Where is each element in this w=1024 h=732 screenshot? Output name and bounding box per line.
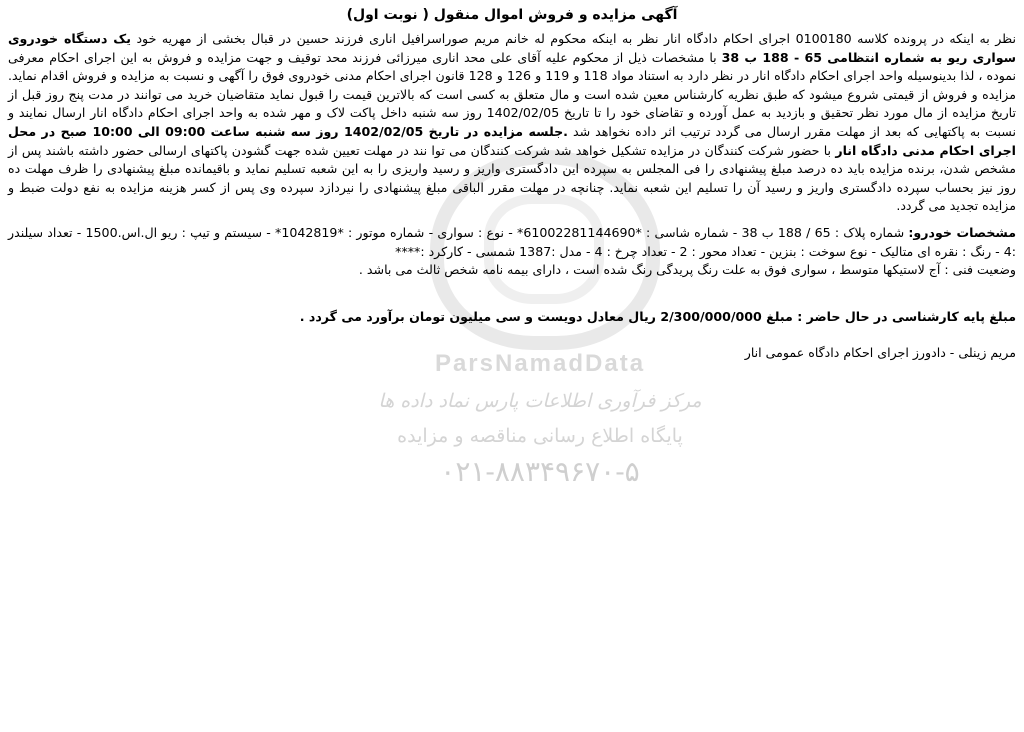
body-part-3: با مشخصات ذیل از محکوم علیه آقای علی محد اناری میرزائی فرزند محد توقیف و جهت مزایده و فروش به این اجرای احکام معرفی نموده ، لذا بدینوسیله واحد اجرای احکام دادگاه انار در نظر دارد به استناد مواد 118 و 119 و 126 و 128 قانون اجرای احکام مدنی خودروی فوق را آگهی و نسبت به مزایده و فروش اقدام نماید. مزایده و فروش از قیمتی شروع میشود که طبق نظریه کارشناس معین شده است و مال متعلق به کسی است که بالاترین قیمت را قبول نماید متقاضیان خرید می توانند در مدت پنج روز قبل از تاریخ مزایده از مال مورد نظر تحقیق و بازدید به عمل آورده و تقاضای خود را تا تاریخ 1402/02/05 روز سه شنبه داخل پاکت لاک و مهر شده به واحد اجرای احکام دادگاه انار ارسال نمایند و نسبت به پاکتهایی که بعد از مهلت مقرر ارسال می گردد ترتیب اثر داده نخواهد شد — [8, 49, 1017, 139]
watermark-brand: ParsNamadData — [434, 350, 646, 377]
notice-content — [8, 0, 1016, 363]
notice-title: آگهی مزایده و فروش اموال منقول ( نوبت اول) — [346, 7, 678, 23]
body-part-1: نظر به اینکه در پرونده کلاسه 0100180 اجرای احکام دادگاه انار نظر به اینکه محکوم له خانم مریم صوراسرافیل اناری فرزند حسین در قبال بخشی از مهریه خود — [136, 31, 1016, 46]
signature: مریم زینلی - دادورز اجرای احکام دادگاه عمومی انار — [744, 345, 1016, 361]
notice-body — [8, 30, 1016, 216]
specs-label: مشخصات خودرو: — [908, 224, 1017, 240]
body-part-5: با حضور شرکت کنندگان در مزایده تشکیل خواهد شد شرکت کنندگان می توا نند در مهلت تعیین شده جهت گشودن پاکتهای ارسالی حضور داشته باشند پس از مشخص شدن، برنده مزایده باید ده درصد مبلغ پیشنهادی را فی المجلس به سپرده این دادگستری واریز و رسید واریزی را به این شعبه تسلیم نماید و باقیمانده مبلغ پیشنهادی را ظرف مهلت ده روز نیز بحساب سپرده دادگستری واریز و رسید آن را تسلیم این شعبه نماید. چنانچه در مهلت مقرر الباقی مبلغ پیشنهادی را نیردازد سپرده وی پس از کسر هزینه مزایده به نفع دولت ضبط و مزایده تجدید می گردد. — [8, 142, 1016, 214]
watermark-line-1: مرکز فرآوری اطلاعات پارس نماد داده ها — [378, 390, 702, 412]
body-vehicle-bold: یک دستگاه خودروی سواری ریو به شماره انتظامی 65 - 188 ب 38 — [8, 31, 1017, 65]
body-session-bold: .جلسه مزایده در تاریخ 1402/02/05 روز سه شنبه ساعت 09:00 الی 10:00 صبح در محل اجرای احکام مدنی دادگاه انار — [8, 123, 1016, 158]
watermark-phone: ۰۲۱-۸۸۳۴۹۶۷۰-۵ — [440, 455, 640, 488]
specs-details: شماره پلاک : 65 / 188 ب 38 - شماره شاسی : *61002281144690* - نوع : سواری - شماره موتور : *1042819* - سیستم و تیپ : ریو ال.اس.1500 - تعداد سیلندر :4 - رنگ : نقره ای متالیک - نوع سوخت : بنزین - تعداد محور : 2 - تعداد چرخ : 4 - مدل :1387 شمسی - کارکرد :**** — [8, 224, 1016, 259]
vehicle-specs — [8, 224, 1016, 261]
watermark-line-2: پایگاه اطلاع رسانی مناقصه و مزایده — [397, 425, 683, 447]
specs-condition: وضعیت فنی : آج لاستیکها متوسط ، سواری فوق به علت رنگ پریدگی رنگ شده است ، دارای بیمه نامه شخص ثالث می باشد . — [358, 262, 1016, 278]
expert-price: مبلغ پایه کارشناسی در حال حاضر : مبلغ 2/300/000/000 ریال معادل دویست و سی میلیون تومان برآورد می گردد . — [299, 308, 1016, 324]
